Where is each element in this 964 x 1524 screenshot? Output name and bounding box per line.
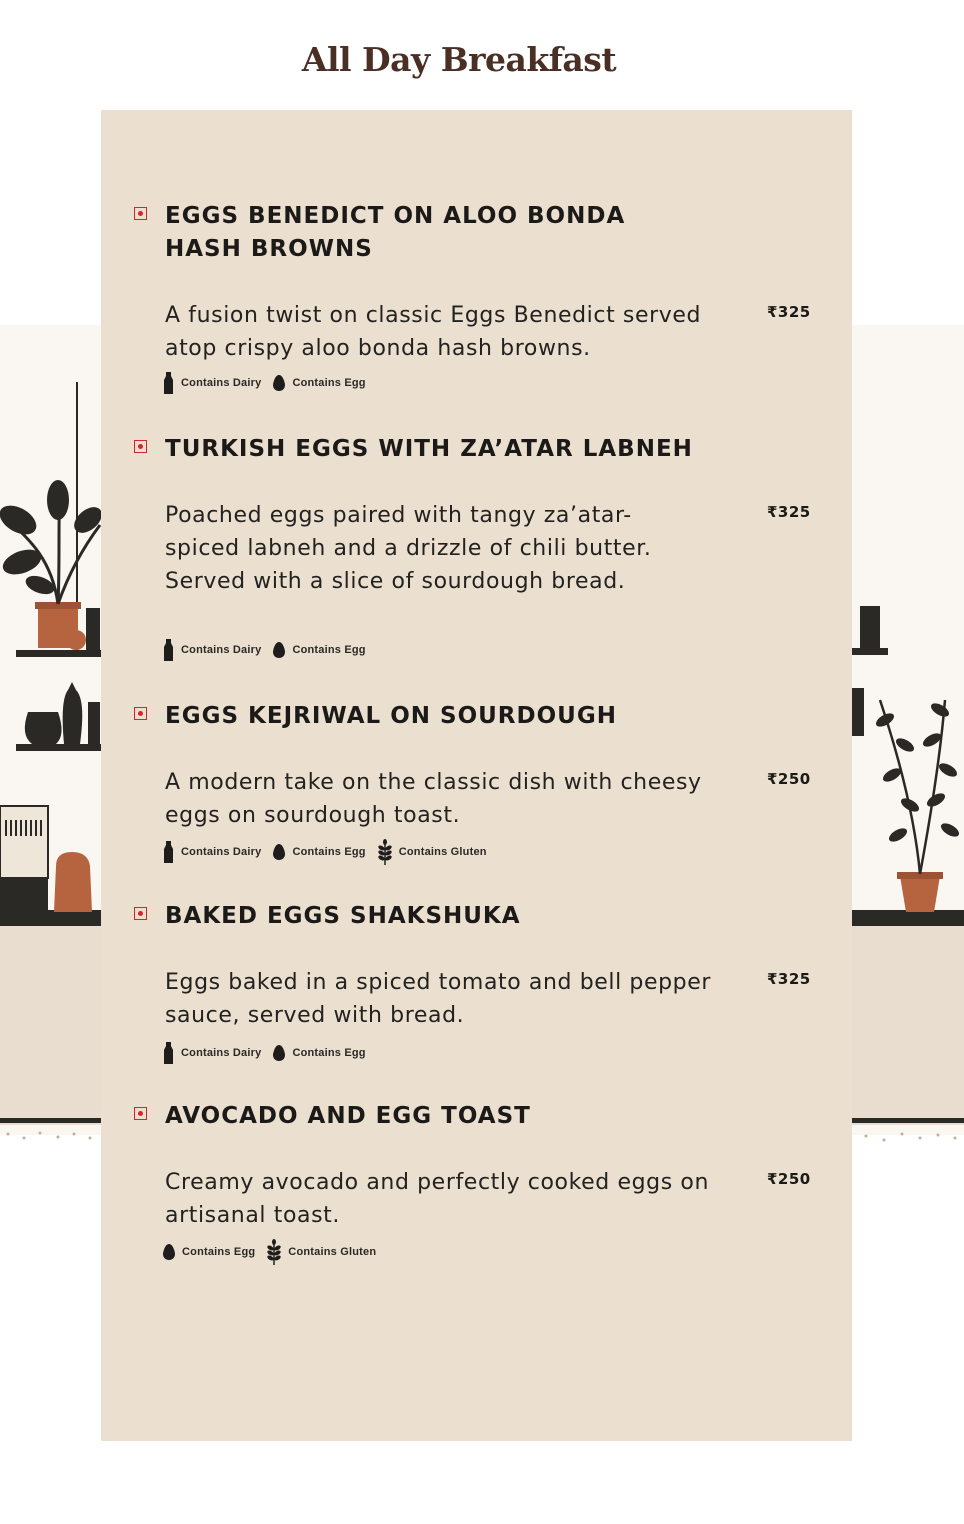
right-bottle-icon [860,606,880,648]
veg-indicator-icon [134,207,147,220]
allergen-tag [273,642,365,658]
allergen-tags [163,1239,376,1265]
veg-indicator-icon [134,1107,147,1120]
allergen-label: Contains Dairy [181,1047,262,1059]
right-jar-icon [852,688,864,736]
right-plant-icon [874,700,961,912]
item-description: Eggs baked in a spiced tomato and bell pepper sauce, served with bread. [165,970,712,1028]
allergen-label: Contains Dairy [181,846,262,858]
egg-icon [273,1045,285,1061]
milk-bottle-icon [163,841,174,863]
clay-jar-icon [54,852,92,912]
allergen-label: Contains Egg [292,1047,366,1059]
veg-indicator-icon [134,440,147,453]
allergen-label: Contains Egg [182,1246,256,1258]
allergen-label: Contains Egg [292,377,366,389]
item-name: AVOCADO AND EGG TOAST [165,1103,531,1129]
allergen-tag [378,839,487,865]
egg-icon [273,642,285,658]
allergen-tag [273,375,365,391]
item-price: ₹250 [767,1170,811,1188]
allergen-tags [163,639,366,661]
allergen-label: Contains Dairy [181,644,262,656]
item-name: BAKED EGGS SHAKSHUKA [165,903,521,929]
item-name: EGGS KEJRIWAL ON SOURDOUGH [165,703,617,729]
item-description: Poached eggs paired with tangy za’atar-spiced labneh and a drizzle of chili butter. Served with a slice of sourdough bread. [165,503,652,594]
allergen-label: Contains Egg [292,644,366,656]
page-title: All Day Breakfast [301,40,617,79]
allergen-tag [163,841,261,863]
milk-bottle-icon [163,639,174,661]
allergen-label: Contains Dairy [181,377,262,389]
allergen-tag [163,372,261,394]
wheat-icon [378,839,392,865]
veg-indicator-icon [134,907,147,920]
allergen-label: Contains Egg [292,846,366,858]
egg-icon [163,1244,175,1260]
egg-icon [273,375,285,391]
egg-icon [273,844,285,860]
item-name: TURKISH EGGS WITH ZA’ATAR LABNEH [165,436,693,462]
allergen-tag [163,1042,261,1064]
allergen-tag [267,1239,376,1265]
allergen-tag [273,844,365,860]
milk-bottle-icon [163,372,174,394]
item-description: Creamy avocado and perfectly cooked eggs on artisanal toast. [165,1170,709,1228]
item-price: ₹325 [767,970,811,988]
item-price: ₹325 [767,303,811,321]
item-name: EGGS BENEDICT ON ALOO BONDA HASH BROWNS [165,203,626,262]
small-jar-icon [66,630,86,650]
allergen-label: Contains Gluten [398,846,487,858]
item-description: A fusion twist on classic Eggs Benedict served atop crispy aloo bonda hash browns. [165,303,702,361]
vases-icon [25,682,100,744]
allergen-label: Contains Gluten [288,1246,377,1258]
allergen-tag [163,1244,255,1260]
allergen-tags [163,1042,366,1064]
bottle-icon [86,608,100,650]
veg-indicator-icon [134,707,147,720]
item-description: A modern take on the classic dish with cheesy eggs on sourdough toast. [165,770,702,828]
item-price: ₹250 [767,770,811,788]
milk-bottle-icon [163,1042,174,1064]
allergen-tags [163,839,487,865]
allergen-tags [163,372,366,394]
menu-card [101,110,852,1441]
utensil-holder-icon [0,806,48,912]
allergen-tag [163,639,261,661]
wheat-icon [267,1239,281,1265]
item-price: ₹325 [767,503,811,521]
allergen-tag [273,1045,365,1061]
